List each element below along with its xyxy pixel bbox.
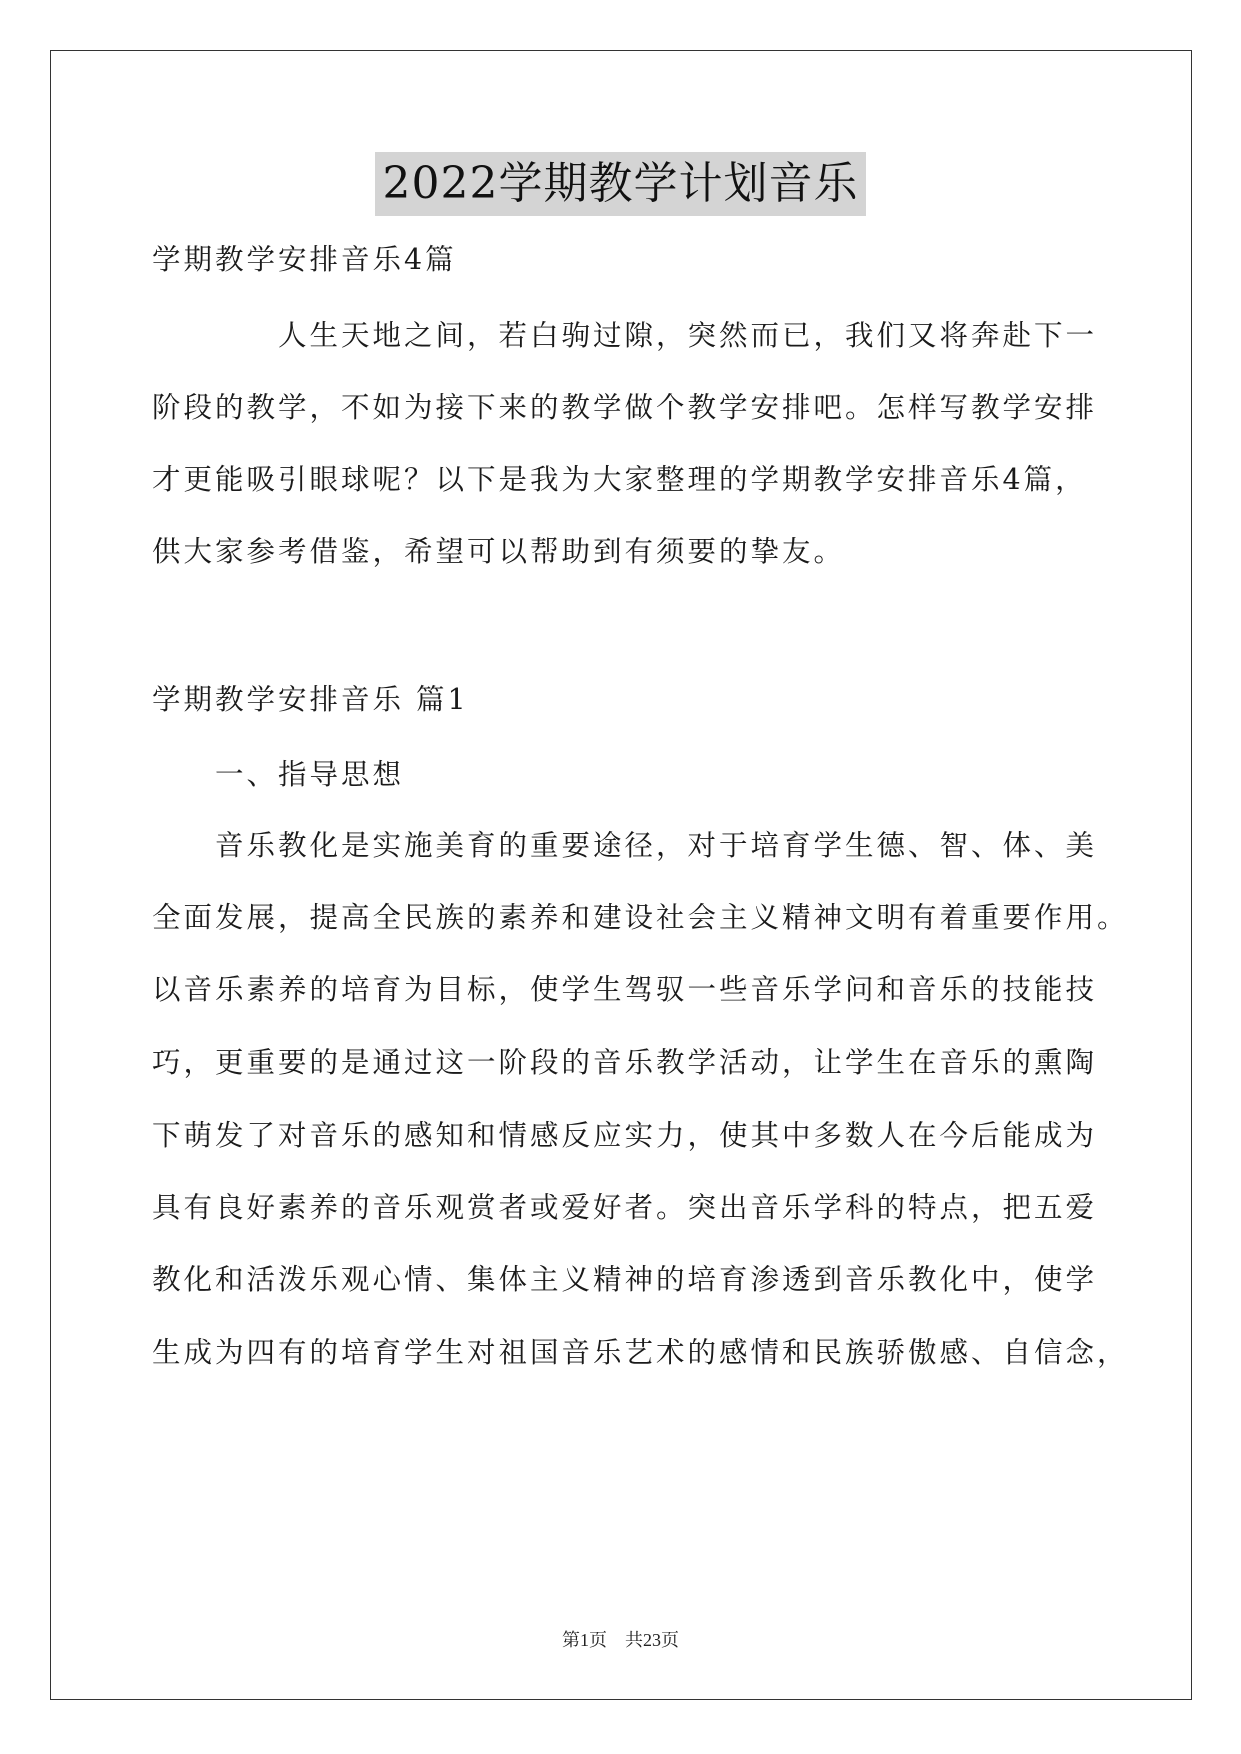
intro-line: 阶段的教学，不如为接下来的教学做个教学安排吧。怎样写教学安排	[152, 391, 1098, 424]
intro-line: 供大家参考借鉴，希望可以帮助到有须要的挚友。	[152, 535, 846, 568]
body-line: 生成为四有的培育学生对祖国音乐艺术的感情和民族骄傲感、自信念，	[152, 1336, 1129, 1369]
page-number: 第1页	[562, 1630, 607, 1650]
body-line: 巧，更重要的是通过这一阶段的音乐教学活动，让学生在音乐的熏陶	[152, 1046, 1098, 1079]
body-line: 全面发展，提高全民族的素养和建设社会主义精神文明有着重要作用。	[152, 901, 1129, 934]
document-title: 2022学期教学计划音乐	[375, 152, 867, 216]
page-total: 共23页	[625, 1630, 679, 1650]
body-line: 具有良好素养的音乐观赏者或爱好者。突出音乐学科的特点，把五爱	[152, 1191, 1098, 1224]
title-container	[0, 152, 1241, 216]
body-line: 以音乐素养的培育为目标，使学生驾驭一些音乐学问和音乐的技能技	[152, 973, 1098, 1006]
page-footer	[0, 1628, 1241, 1652]
section-heading: 学期教学安排音乐 篇1	[152, 683, 469, 716]
body-line: 音乐教化是实施美育的重要途径，对于培育学生德、智、体、美	[152, 829, 1098, 862]
intro-line: 人生天地之间，若白驹过隙，突然而已，我们又将奔赴下一	[152, 319, 1098, 352]
body-line: 教化和活泼乐观心情、集体主义精神的培育渗透到音乐教化中，使学	[152, 1263, 1098, 1296]
sub-heading: 一、指导思想	[152, 758, 405, 791]
intro-line: 才更能吸引眼球呢？以下是我为大家整理的学期教学安排音乐4篇，	[152, 463, 1087, 496]
page-border	[50, 50, 1192, 1700]
document-subtitle: 学期教学安排音乐4篇	[152, 243, 457, 276]
body-line: 下萌发了对音乐的感知和情感反应实力，使其中多数人在今后能成为	[152, 1119, 1098, 1152]
